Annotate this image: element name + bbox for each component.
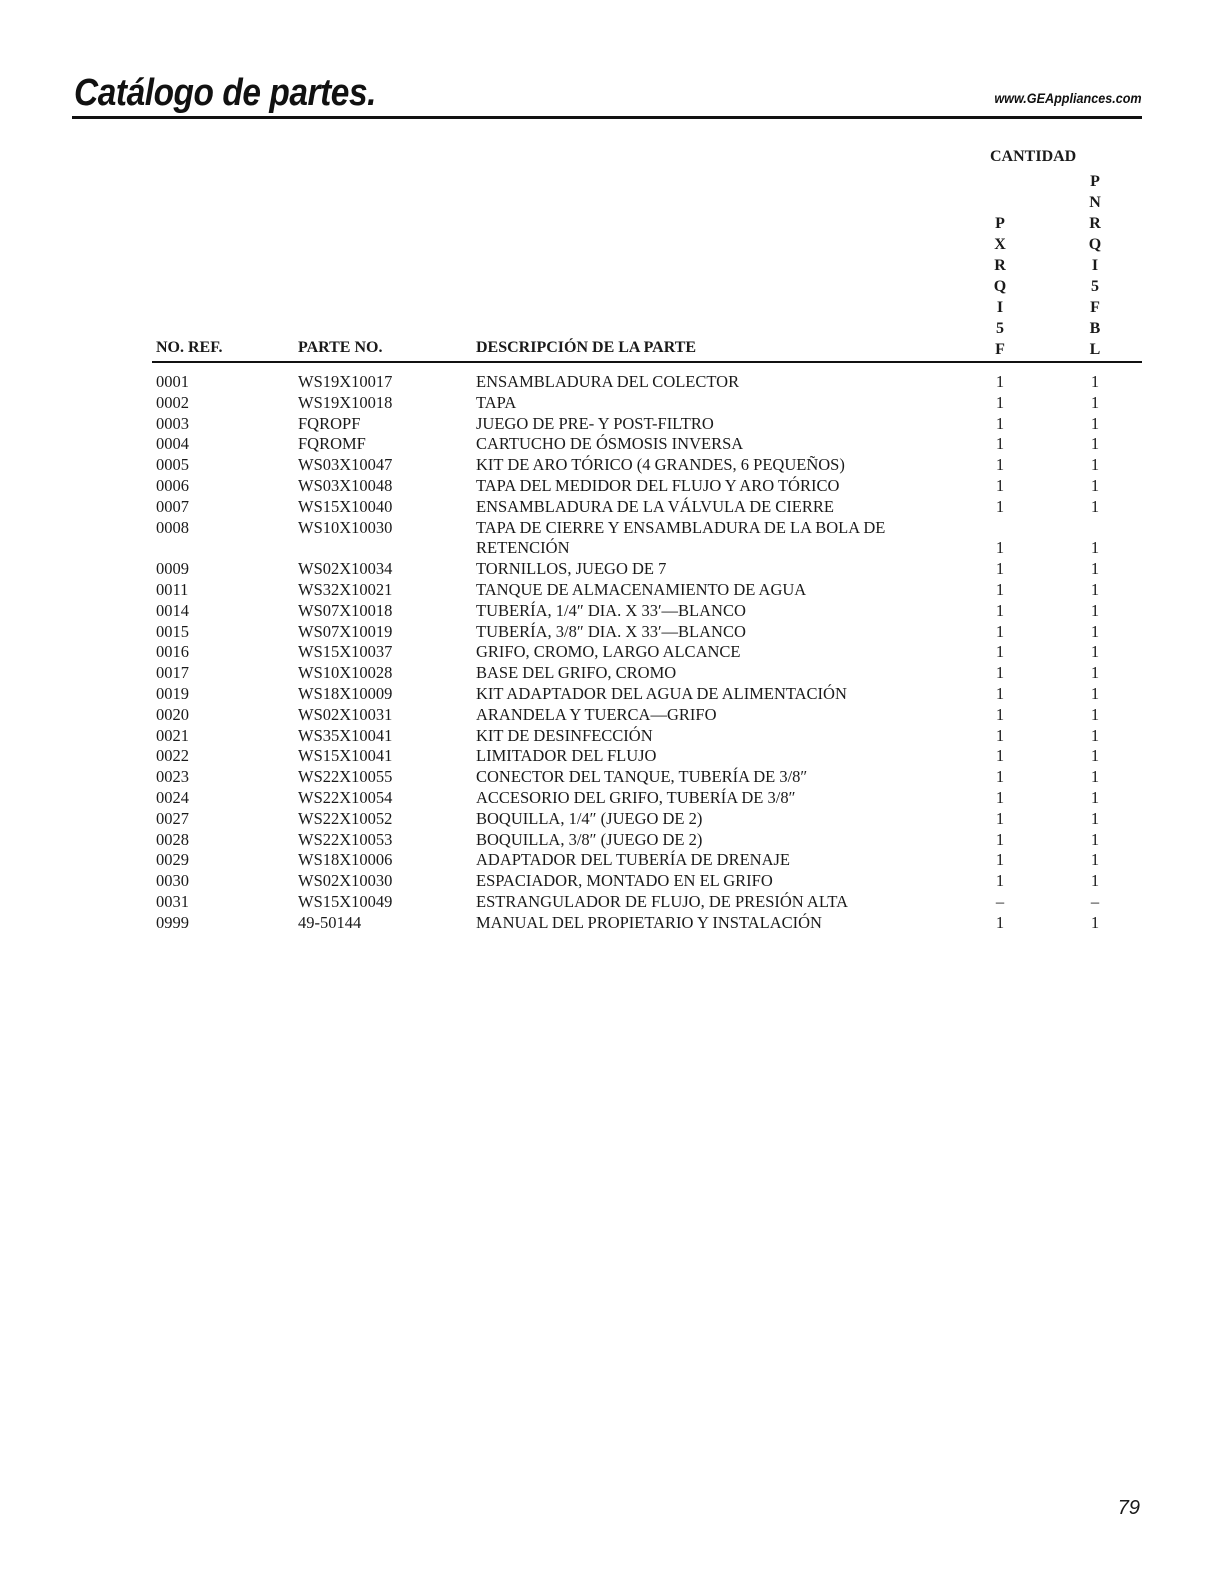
part-description: ESPACIADOR, MONTADO EN EL GRIFO	[476, 871, 773, 891]
part-description: TAPA DEL MEDIDOR DEL FLUJO Y ARO TÓRICO	[476, 475, 840, 495]
part-description: MANUAL DEL PROPIETARIO Y INSTALACIÓN	[476, 912, 822, 932]
quantity-model-2: 1	[1090, 579, 1100, 599]
table-row	[0, 372, 1224, 393]
part-description: BASE DEL GRIFO, CROMO	[476, 663, 677, 683]
part-number: WS22X10055	[298, 767, 393, 787]
model-letter: I	[1091, 257, 1099, 274]
part-description: CARTUCHO DE ÓSMOSIS INVERSA	[476, 434, 744, 454]
part-description: ARANDELA Y TUERCA—GRIFO	[476, 704, 717, 724]
quantity-model-1: 1	[995, 767, 1005, 787]
quantity-model-2: 1	[1090, 434, 1100, 454]
parts-table-body	[0, 372, 1224, 934]
part-number: WS02X10030	[298, 871, 393, 891]
part-description: CONECTOR DEL TANQUE, TUBERÍA DE 3/8″	[476, 767, 808, 787]
table-row	[0, 434, 1224, 455]
quantity-model-1: 1	[995, 808, 1005, 828]
part-description: GRIFO, CROMO, LARGO ALCANCE	[476, 642, 741, 662]
quantity-model-2: 1	[1090, 912, 1100, 932]
quantity-model-1: 1	[995, 787, 1005, 807]
ref-number: 0007	[156, 496, 189, 516]
quantity-model-1: 1	[995, 392, 1005, 412]
table-row	[0, 601, 1224, 622]
quantity-model-2: –	[1090, 891, 1100, 911]
ref-number: 0022	[156, 746, 189, 766]
table-row	[0, 809, 1224, 830]
part-number: WS32X10021	[298, 579, 393, 599]
ref-number: 0014	[156, 600, 189, 620]
part-number: WS18X10006	[298, 850, 393, 870]
ref-number: 0008	[156, 517, 189, 537]
quantity-model-1: 1	[995, 579, 1005, 599]
quantity-model-2: 1	[1090, 455, 1100, 475]
part-description: LIMITADOR DEL FLUJO	[476, 746, 657, 766]
table-row	[0, 642, 1224, 663]
ref-number: 0006	[156, 475, 189, 495]
model-letter: F	[995, 341, 1005, 358]
quantity-model-2: 1	[1090, 746, 1100, 766]
quantity-model-1: 1	[995, 600, 1005, 620]
model-letter: N	[1089, 194, 1101, 211]
description-column-header: DESCRIPCIÓN DE LA PARTE	[476, 339, 697, 356]
model-letter: P	[1090, 173, 1100, 190]
quantity-model-1: 1	[995, 912, 1005, 932]
quantity-model-2: 1	[1090, 663, 1100, 683]
model-letter: 5	[1091, 278, 1099, 295]
model-letter: R	[994, 257, 1006, 274]
part-number: FQROMF	[298, 434, 366, 454]
quantity-model-2: 1	[1090, 683, 1100, 703]
table-row	[0, 518, 1224, 560]
page-number: 79	[1117, 1497, 1140, 1519]
quantity-model-1: 1	[995, 434, 1005, 454]
quantity-model-1: 1	[995, 683, 1005, 703]
table-row	[0, 788, 1224, 809]
table-row	[0, 476, 1224, 497]
table-row	[0, 497, 1224, 518]
quantity-model-2: 1	[1090, 642, 1100, 662]
ref-number: 0030	[156, 871, 189, 891]
part-number: WS15X10049	[298, 891, 393, 911]
quantity-model-1: 1	[995, 496, 1005, 516]
header-divider	[72, 116, 1142, 119]
ref-number: 0016	[156, 642, 189, 662]
part-description: JUEGO DE PRE- Y POST-FILTRO	[476, 413, 714, 433]
quantity-model-2: 1	[1090, 871, 1100, 891]
ref-number: 0027	[156, 808, 189, 828]
quantity-model-2: 1	[1090, 808, 1100, 828]
part-number: WS35X10041	[298, 725, 393, 745]
quantity-model-1: 1	[995, 642, 1005, 662]
ref-number: 0017	[156, 663, 189, 683]
quantity-model-2: 1	[1090, 767, 1100, 787]
part-number: WS18X10009	[298, 683, 393, 703]
website-url: www.GEAppliances.com	[994, 90, 1142, 106]
table-row	[0, 913, 1224, 934]
quantity-model-2: 1	[1090, 787, 1100, 807]
quantity-model-2: 1	[1090, 372, 1100, 391]
quantity-model-1: 1	[995, 829, 1005, 849]
quantity-model-2: 1	[1090, 475, 1100, 495]
quantity-model-1: –	[995, 891, 1005, 911]
table-row	[0, 892, 1224, 913]
table-row	[0, 580, 1224, 601]
part-description: ACCESORIO DEL GRIFO, TUBERÍA DE 3/8″	[476, 787, 796, 807]
part-description: ENSAMBLADURA DE LA VÁLVULA DE CIERRE	[476, 496, 834, 516]
part-number: WS10X10028	[298, 663, 393, 683]
part-number: FQROPF	[298, 413, 361, 433]
part-number: WS19X10018	[298, 392, 393, 412]
model-letter: R	[1089, 215, 1101, 232]
part-number: WS22X10053	[298, 829, 393, 849]
ref-number: 0002	[156, 392, 189, 412]
quantity-header: CANTIDAD	[990, 148, 1077, 165]
ref-number: 0024	[156, 787, 189, 807]
ref-number: 0004	[156, 434, 189, 454]
model-letter: B	[1089, 320, 1101, 337]
quantity-model-2: 1	[1090, 496, 1100, 516]
model-letter: Q	[1088, 236, 1102, 253]
part-description: ADAPTADOR DEL TUBERÍA DE DRENAJE	[476, 850, 791, 870]
part-number: WS15X10037	[298, 642, 393, 662]
table-row	[0, 663, 1224, 684]
part-description: ENSAMBLADURA DEL COLECTOR	[476, 372, 740, 391]
ref-number: 0028	[156, 829, 189, 849]
table-row	[0, 830, 1224, 851]
quantity-model-1: 1	[995, 746, 1005, 766]
part-number: WS07X10019	[298, 621, 393, 641]
model-letter: F	[1090, 299, 1100, 316]
quantity-model-1: 1	[995, 455, 1005, 475]
quantity-model-2: 1	[1090, 600, 1100, 620]
model-letter: X	[994, 236, 1006, 253]
ref-number: 0019	[156, 683, 189, 703]
table-header-divider	[152, 361, 1142, 363]
part-number: WS02X10034	[298, 559, 393, 579]
model-letter: I	[996, 299, 1004, 316]
table-row	[0, 705, 1224, 726]
ref-number: 0011	[156, 579, 189, 599]
part-description: BOQUILLA, 1/4″ (JUEGO DE 2)	[476, 808, 703, 828]
part-description: TORNILLOS, JUEGO DE 7	[476, 559, 667, 579]
part-description: KIT DE DESINFECCIÓN	[476, 725, 653, 745]
table-row	[0, 746, 1224, 767]
part-number: WS03X10047	[298, 455, 393, 475]
quantity-model-2: 1	[1090, 392, 1100, 412]
part-description: TUBERÍA, 1/4″ DIA. X 33′—BLANCO	[476, 600, 746, 620]
ref-number: 0020	[156, 704, 189, 724]
part-description: ESTRANGULADOR DE FLUJO, DE PRESIÓN ALTA	[476, 891, 849, 911]
ref-number: 0009	[156, 559, 189, 579]
model-letter: Q	[993, 278, 1007, 295]
quantity-model-1: 1	[995, 413, 1005, 433]
ref-number: 0021	[156, 725, 189, 745]
part-number: WS22X10054	[298, 787, 393, 807]
part-number: 49-50144	[298, 912, 362, 932]
part-number: WS07X10018	[298, 600, 393, 620]
ref-number: 0015	[156, 621, 189, 641]
model-letter: L	[1089, 341, 1101, 358]
part-description: TAPA	[476, 392, 517, 412]
table-row	[0, 871, 1224, 892]
table-row	[0, 767, 1224, 788]
part-number: WS10X10030	[298, 517, 393, 537]
part-number: WS02X10031	[298, 704, 393, 724]
quantity-model-1: 1	[995, 663, 1005, 683]
quantity-model-1: 1	[995, 704, 1005, 724]
table-row	[0, 684, 1224, 705]
part-description: KIT DE ARO TÓRICO (4 GRANDES, 6 PEQUEÑOS)	[476, 455, 845, 475]
model-column-2-header	[1085, 171, 1105, 360]
ref-number: 0005	[156, 455, 189, 475]
page-title: Catálogo de partes.	[74, 72, 376, 114]
part-number: WS22X10052	[298, 808, 393, 828]
quantity-model-2: 1	[1090, 829, 1100, 849]
model-letter: P	[995, 215, 1005, 232]
quantity-model-1: 1	[995, 621, 1005, 641]
part-number: WS15X10041	[298, 746, 393, 766]
model-column-1-header	[990, 213, 1010, 360]
table-row	[0, 726, 1224, 747]
table-row	[0, 622, 1224, 643]
quantity-model-1: 1	[995, 725, 1005, 745]
ref-number: 0023	[156, 767, 189, 787]
quantity-model-2: 1	[1090, 538, 1100, 558]
quantity-model-2: 1	[1090, 413, 1100, 433]
quantity-model-1: 1	[995, 559, 1005, 579]
part-column-header: PARTE NO.	[298, 339, 383, 356]
ref-number: 0029	[156, 850, 189, 870]
ref-number: 0003	[156, 413, 189, 433]
quantity-model-1: 1	[995, 475, 1005, 495]
part-description: BOQUILLA, 3/8″ (JUEGO DE 2)	[476, 829, 703, 849]
part-number: WS15X10040	[298, 496, 393, 516]
part-description: KIT ADAPTADOR DEL AGUA DE ALIMENTACIÓN	[476, 683, 847, 703]
quantity-model-1: 1	[995, 538, 1005, 558]
part-description: TAPA DE CIERRE Y ENSAMBLADURA DE LA BOLA DE RETENCIÓN	[476, 517, 886, 558]
table-row	[0, 393, 1224, 414]
ref-number: 0999	[156, 912, 189, 932]
ref-column-header: NO. REF.	[156, 339, 223, 356]
part-number: WS19X10017	[298, 372, 393, 391]
quantity-model-2: 1	[1090, 621, 1100, 641]
quantity-model-2: 1	[1090, 559, 1100, 579]
quantity-model-1: 1	[995, 850, 1005, 870]
part-description: TANQUE DE ALMACENAMIENTO DE AGUA	[476, 579, 807, 599]
table-row	[0, 559, 1224, 580]
model-letter: 5	[996, 320, 1004, 337]
quantity-model-1: 1	[995, 372, 1005, 391]
table-row	[0, 455, 1224, 476]
ref-number: 0001	[156, 372, 189, 391]
quantity-model-1: 1	[995, 871, 1005, 891]
part-description: TUBERÍA, 3/8″ DIA. X 33′—BLANCO	[476, 621, 746, 641]
quantity-model-2: 1	[1090, 725, 1100, 745]
quantity-model-2: 1	[1090, 850, 1100, 870]
ref-number: 0031	[156, 891, 189, 911]
part-number: WS03X10048	[298, 475, 393, 495]
table-row	[0, 414, 1224, 435]
quantity-model-2: 1	[1090, 704, 1100, 724]
table-row	[0, 850, 1224, 871]
